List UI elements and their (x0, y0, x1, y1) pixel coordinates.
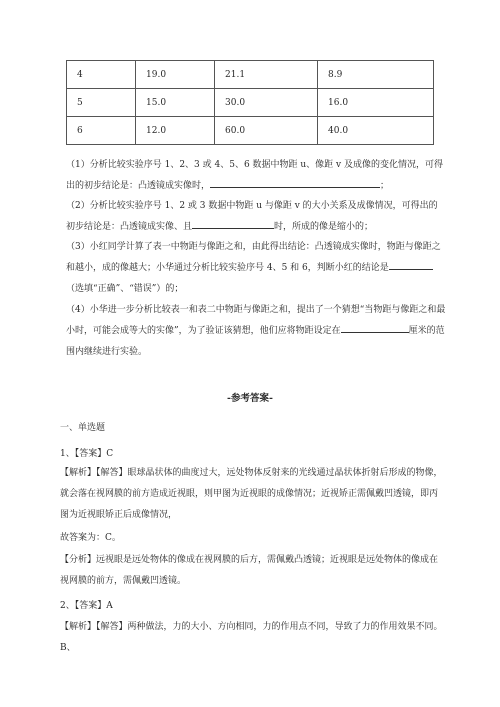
table-cell: 5 (67, 89, 136, 117)
question-2 (66, 196, 446, 238)
answer-1-conclusion: 故答案为：C。 (60, 533, 121, 543)
question-4-text: （4）小华进一步分析比较表一和表二中物距与像距之和，提出了一个猜想“当物距与像距之和最小时，可能会成等大的实像”，为了验证该猜想，他们应将物距设定在 (66, 305, 446, 336)
question-1 (66, 155, 446, 197)
question-4 (66, 300, 446, 363)
table-cell: 12.0 (136, 117, 215, 145)
table-cell: 60.0 (215, 117, 318, 145)
table-cell: 15.0 (136, 89, 215, 117)
table-row (67, 117, 434, 145)
table-cell: 4 (67, 61, 136, 89)
answer-1-header: 1、【答案】C (60, 449, 114, 459)
table-row (67, 89, 434, 117)
experiment-data-table (66, 60, 434, 145)
table-row (67, 61, 434, 89)
question-1-text: （1）分析比较实验序号 1、2、3 或 4、5、6 数据中物距 u、像距 v 及成像的变化情况，可得出的初步结论是：凸透镜成实像时， (66, 160, 443, 191)
answer-blank-1[interactable] (210, 178, 380, 188)
answer-1-analysis: 【解析】【解答】眼球晶状体的曲度过大，远处物体反射来的光线通过晶状体折射后形成的物像，就会落在视网膜的前方造成近视眼，则甲图为近视眼的成像情况；近视矫正需佩戴凹透镜，即丙图为近视眼矫正后成像情况， (60, 468, 443, 520)
question-3-end: （选填“正确”、“错误”）的； (66, 284, 184, 294)
answer-blank-2[interactable] (192, 219, 274, 229)
question-3 (66, 237, 446, 300)
question-1-end: ； (380, 181, 390, 191)
table-cell: 16.0 (318, 89, 434, 117)
table-cell: 6 (67, 117, 136, 145)
question-2-text: （2）分析比较实验序号 1、2 或 3 数据中物距 u 与像距 v 的大小关系及成像情况，可得出的初步结论是：凸透镜成实像、且 (66, 201, 438, 232)
table-cell: 8.9 (318, 61, 434, 89)
table-cell: 19.0 (136, 61, 215, 89)
section-heading: 一、单选题 (60, 423, 106, 433)
question-2-end: 时，所成的像是缩小的； (274, 222, 374, 232)
answer-2-analysis: 【解析】【解答】两种做法，力的大小、方向相同，力的作用点不同，导致了力的作用效果不同。B、 (60, 622, 443, 653)
answer-key-title: -参考答案- (227, 393, 273, 404)
answer-1-note: 【分析】远视眼是远处物体的像成在视网膜的后方，需佩戴凸透镜；近视眼是远处物体的像成在视网膜的前方，需佩戴凹透镜。 (60, 555, 439, 586)
question-3-text: （3）小红同学计算了表一中物距与像距之和，由此得出结论：凸透镜成实像时，物距与像距之和越小，成的像越大；小华通过分析比较实验序号 4、5 和 6，判断小红的结论是 (66, 242, 441, 273)
answer-blank-4[interactable] (341, 323, 409, 333)
answer-2-header: 2、【答案】A (60, 601, 113, 611)
answer-blank-3[interactable] (389, 260, 433, 270)
table-cell: 30.0 (215, 89, 318, 117)
question-4-end: 厘米的范围内继续进行实验。 (66, 326, 445, 357)
table-cell: 21.1 (215, 61, 318, 89)
table-cell: 40.0 (318, 117, 434, 145)
